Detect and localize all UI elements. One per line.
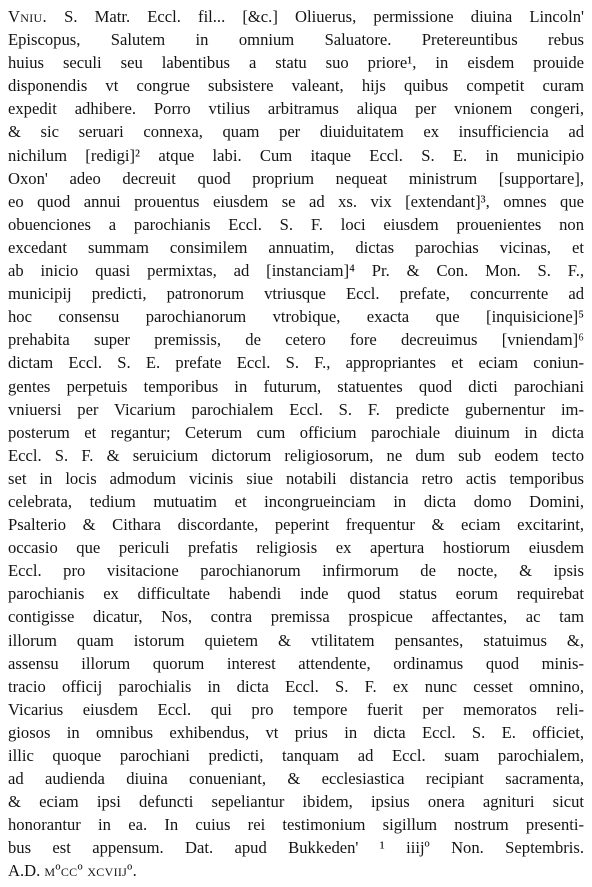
date-line [8,859,584,882]
text-line: occasio que periculi prefatis religiosis ex apertura hostiorum eiusdem [8,538,584,558]
text-line: assensu illorum quorum interest attendente, ordinamus quod minis- [8,653,584,673]
text-line: vniuersi per Vicarium parochialem Eccl. S. F. predicte gubernentur im- [8,399,584,419]
text-line: bus est appensum. Dat. apud Bukkeden' ¹ iiijº Non. Septembris. [8,838,584,858]
text-line: prehabita super premissis, de cetero fore decreuimus [vniendam]⁶ [8,330,584,350]
text-line: huius seculi seu labentibus a statu suo priore¹, in eisdem prouide [8,53,584,73]
text-line: posterum et regantur; Ceterum cum officium parochiale diuinum in dicta [8,422,584,442]
text-line: nichilum [redigi]² atque labi. Cum itaque Eccl. S. E. in municipio [8,145,584,165]
date-prefix: A.D. [8,861,45,881]
text-line [8,5,584,28]
text-line: eo quod annui prouentus eiusdem se ad xs. vix [extendant]³, omnes que [8,191,584,211]
text-line: Oxon' adeo decreuit quod proprium nequeat ministrum [supportare], [8,168,584,188]
text-line: obuenciones a parochianis Eccl. S. F. loci eiusdem prouenientes non [8,214,584,234]
salutation-word: Vniu. [8,7,47,26]
text-line: municipij predicti, patronorum vtriusque Eccl. prefate, concurrente ad [8,284,584,304]
text-line: gentes perpetuis temporibus in futurum, statuentes quod dicti parochiani [8,376,584,396]
text-line: & eciam ipsi defuncti sepeliantur ibidem, ipsius onera agnituri sicut [8,792,584,812]
text-line: disponendis vt congrue subsistere valeant, hijs quibus competit curam [8,76,584,96]
text-line-rest: S. Matr. Eccl. fil... [&c.] Oliuerus, permissione diuina Lincoln' [46,7,584,26]
text-line: tracio officij parochialis in dicta Eccl. S. F. ex nunc cesset omnino, [8,676,584,696]
text-line: hoc consensu parochianorum vtrobique, exacta que [inquisicione]⁵ [8,307,584,327]
text-line: contigisse dicatur, Nos, contra premissa prospicue affectantes, ac tam [8,607,584,627]
text-line: Episcopus, Salutem in omnium Saluatore. Pretereuntibus rebus [8,30,584,50]
text-line: Eccl. S. F. & seruicium dictorum religiosorum, ne dum sub eodem tecto [8,445,584,465]
text-line: honorantur in ea. In cuius rei testimonium sigillum nostrum presenti- [8,815,584,835]
text-line: illorum quam istorum quietem & vtilitatem pensantes, statuimus &, [8,630,584,650]
text-line: Vicarius eiusdem Eccl. qui pro tempore fuerit per memoratos reli- [8,699,584,719]
document-text [8,5,584,883]
text-line: excedant summam consimilem annuatim, dictas parochias vicinas, et [8,237,584,257]
text-line: Eccl. pro visitacione parochianorum infirmorum de nocte, & ipsis [8,561,584,581]
text-line: celebrata, tedium mutuatim et incongrueinciam in dicta domo Domini, [8,491,584,511]
text-line: ab inicio quasi permixtas, ad [instanciam]⁴ Pr. & Con. Mon. S. F., [8,261,584,281]
text-line: giosos in omnibus exhibendus, vt prius in dicta Eccl. S. E. officiet, [8,722,584,742]
text-line: & sic seruari connexa, quam per diuiduitatem ex insufficiencia ad [8,122,584,142]
text-line: illic quoque parochiani predicti, tanquam ad Eccl. suam parochialem, [8,746,584,765]
date-year: mºccº xcviijº. [44,861,138,881]
text-line: ad audienda diuina conueniant, & ecclesiastica recipiant sacramenta, [8,769,584,789]
text-line: expedit adhibere. Porro vtilius arbitramus aliqua per vnionem congeri, [8,99,584,119]
text-line: dictam Eccl. S. E. prefate Eccl. S. F., appropriantes et eciam coniun- [8,353,584,373]
text-line: parochianis ex difficultate habendi inde quod status eorum requirebat [8,584,584,604]
text-line: Psalterio & Cithara discordante, peperint frequentur & eciam excitarint, [8,515,584,535]
text-line: set in locis admodum vicinis siue notabili distancia retro actis temporibus [8,468,584,488]
